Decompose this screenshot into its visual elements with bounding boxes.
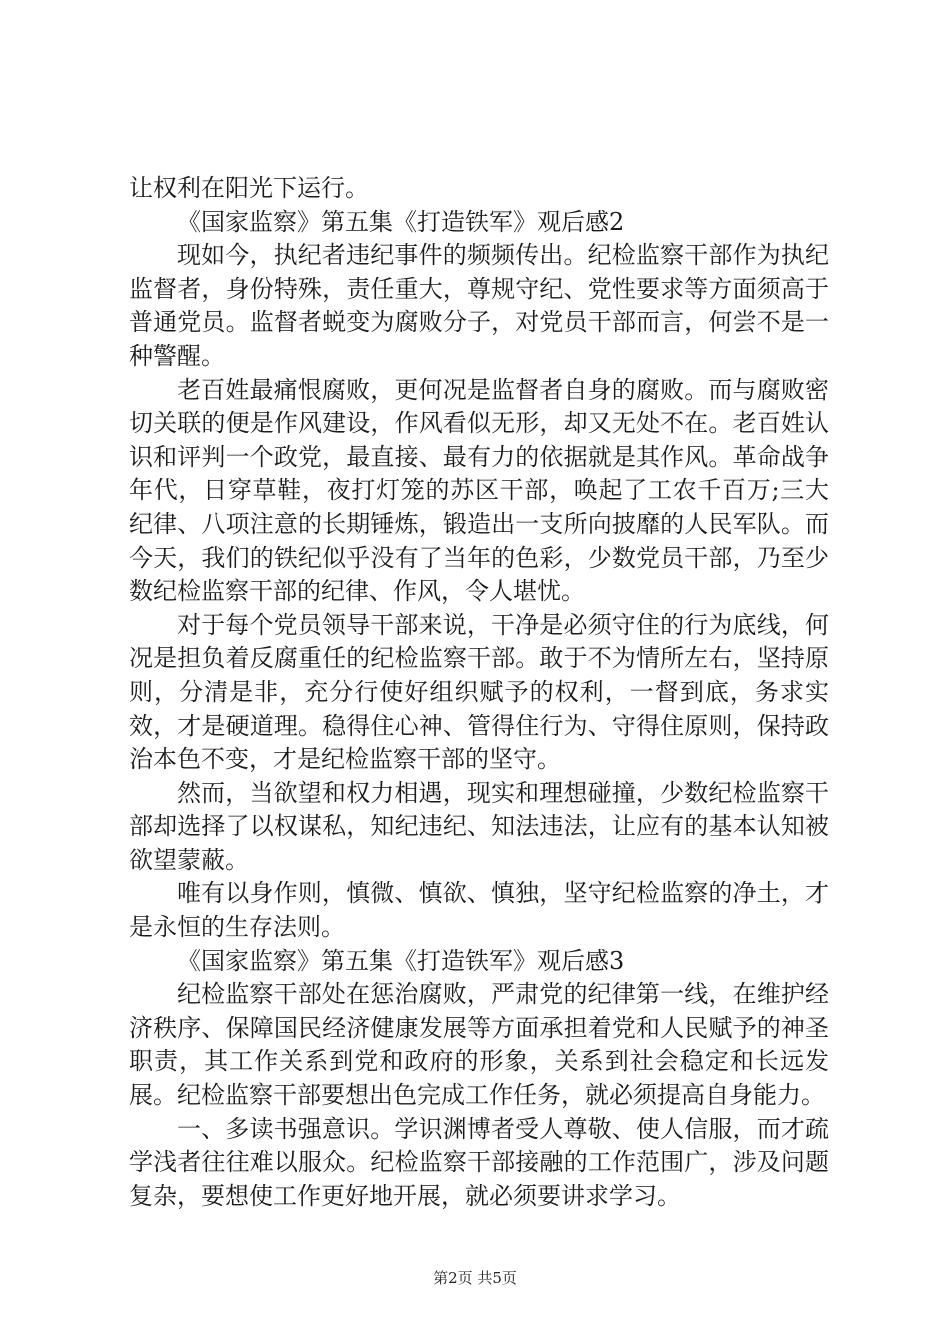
page-number-footer: 第2页 共5页 (433, 1269, 517, 1287)
paragraph: 老百姓最痛恨腐败，更何况是监督者自身的腐败。而与腐败密切关联的便是作风建设，作风看似无形，却又无处不在。老百姓认识和评判一个政党，最直接、最有力的依据就是其作风。革命战争年代，日穿草鞋，夜打灯笼的苏区干部，唤起了工农千百万;三大纪律、八项注意的长期锤炼，锻造出一支所向披靡的人民军队。而今天，我们的铁纪似乎没有了当年的色彩，少数党员干部，乃至少数纪检监察干部的纪律、作风，令人堪忧。 (129, 375, 829, 606)
paragraph: 现如今，执纪者违纪事件的频频传出。纪检监察干部作为执纪监督者，身份特殊，责任重大，尊规守纪、党性要求等方面须高于普通党员。监督者蜕变为腐败分子，对党员干部而言，何尝不是一种警醒。 (129, 241, 829, 370)
paragraph: 唯有以身作则，慎微、慎欲、慎独，坚守纪检监察的净土，才是永恒的生存法则。 (129, 879, 829, 942)
section-heading: 《国家监察》第五集《打造铁军》观后感2 (177, 207, 625, 236)
paragraph: 然而，当欲望和权力相遇，现实和理想碰撞，少数纪检监察干部却选择了以权谋私，知纪违纪、知法违法，让应有的基本认知被欲望蒙蔽。 (129, 778, 829, 874)
paragraph: 纪检监察干部处在惩治腐败，严肃党的纪律第一线，在维护经济秩序、保障国民经济健康发展等方面承担着党和人民赋予的神圣职责，其工作关系到党和政府的形象，关系到社会稳定和长远发展。纪检监察干部要想出色完成工作任务，就必须提高自身能力。 (129, 980, 829, 1110)
section-heading: 《国家监察》第五集《打造铁军》观后感3 (177, 946, 625, 975)
paragraph: 对于每个党员领导干部来说，干净是必须守住的行为底线，何况是担负着反腐重任的纪检监察干部。敢于不为情所左右，坚持原则，分清是非，充分行使好组织赋予的权利，一督到底，务求实效，才是硬道理。稳得住心神、管得住行为、守得住原则，保持政治本色不变，才是纪检监察干部的坚守。 (129, 610, 829, 774)
document-body (129, 172, 829, 1213)
paragraph: 一、多读书强意识。学识渊博者受人尊敬、使人信服，而才疏学浅者往往难以服众。纪检监察干部接融的工作范围广，涉及问题复杂，要想使工作更好地开展，就必须要讲求学习。 (129, 1114, 829, 1210)
paragraph: 让权利在阳光下运行。 (129, 174, 369, 202)
